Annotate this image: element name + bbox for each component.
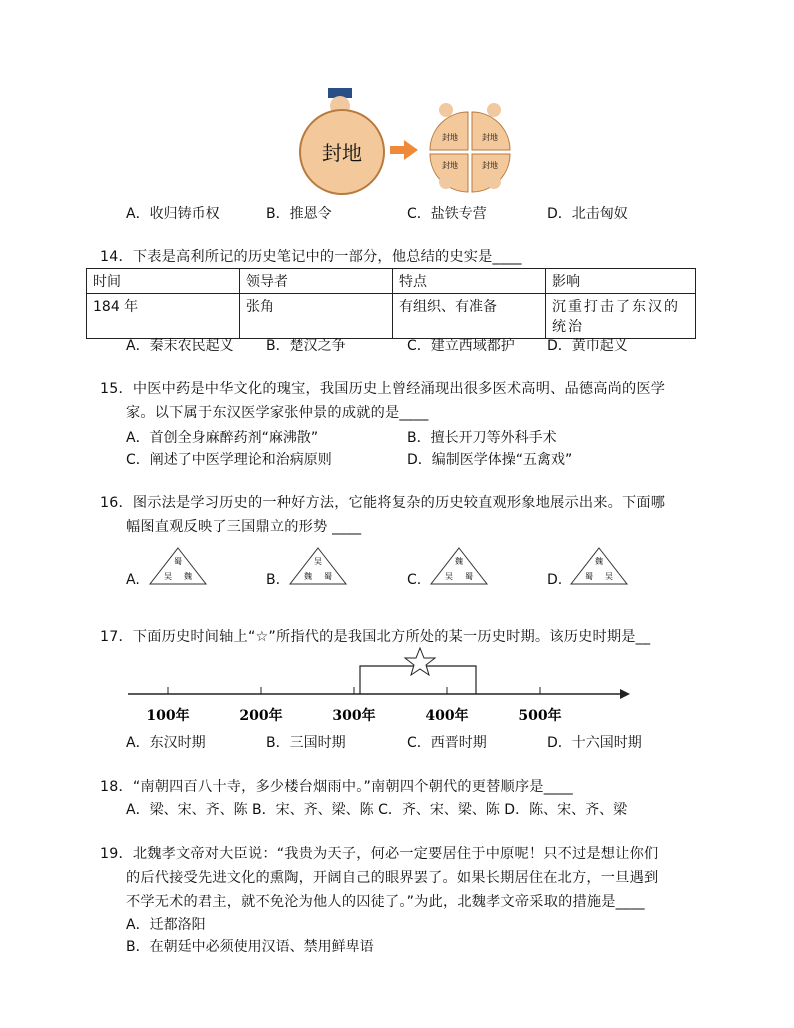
arrow-icon [390,140,418,160]
q17-option-a[interactable]: A．东汉时期 [126,735,206,751]
fief-label-tl: 封地 [442,133,458,142]
fief-label-br: 封地 [482,161,498,170]
q13-option-a[interactable]: A．收归铸币权 [126,206,220,222]
q18-options[interactable]: A．梁、宋、齐、陈 B．宋、齐、梁、陈 C．齐、宋、梁、陈 D．陈、宋、齐、梁 [126,802,628,818]
tri-top-label: 魏 [455,557,463,566]
tri-left-label: 魏 [304,572,312,581]
q19-option-a[interactable]: A．迁都洛阳 [126,917,206,933]
table-header-row [87,269,696,294]
fief-label-bl: 封地 [442,161,458,170]
q15-option-c[interactable]: C．阐述了中医学理论和治病原则 [126,452,332,468]
timeline-label: 400年 [425,708,469,724]
star-icon [405,648,435,675]
tri-right-label: 魏 [184,572,192,581]
timeline-label: 100年 [146,708,190,724]
q17-option-b[interactable]: B．三国时期 [266,735,346,751]
q13-option-d[interactable]: D．北击匈奴 [547,206,628,222]
table-header-cell: 影响 [546,269,696,294]
tri-top-label: 吴 [314,557,322,566]
three-kingdoms-triangle [569,546,629,586]
table-cell: 184 年 [87,294,240,339]
q14-option-d[interactable]: D．黄巾起义 [547,338,628,354]
q13-option-c[interactable]: C．盐铁专营 [407,206,487,222]
table-row [87,294,696,339]
q15-stem-line1: 15．中医中药是中华文化的瑰宝，我国历史上曾经涌现出很多医术高明、品德高尚的医学 [100,381,666,397]
option-letter: C. [407,572,422,588]
three-kingdoms-triangle [148,546,208,586]
tri-top-label: 魏 [595,557,603,566]
q14-option-c[interactable]: C．建立西域都护 [407,338,515,354]
option-letter: D. [547,572,563,588]
q19-stem-line3: 不学无术的君主，就不免沦为他人的囚徒了。”为此，北魏孝文帝采取的措施是____ [126,894,645,910]
option-letter: A. [126,572,140,588]
table-cell: 有组织、有准备 [393,294,546,339]
table-cell: 沉重打击了东汉的统治 [546,294,696,339]
feudal-land-left-label: 封地 [322,141,362,165]
tri-right-label: 吴 [605,572,613,581]
table-header-cell: 领导者 [240,269,393,294]
q13-option-b[interactable]: B．推恩令 [266,206,332,222]
history-timeline [120,646,640,726]
table-header-cell: 时间 [87,269,240,294]
tri-right-label: 蜀 [465,572,473,581]
timeline-arrow-icon [620,689,630,699]
q16-stem-line1: 16．图示法是学习历史的一种好方法，它能将复杂的历史较直观形象地展示出来。下面哪 [100,495,666,511]
tri-left-label: 吴 [164,572,172,581]
tri-right-label: 蜀 [324,572,332,581]
three-kingdoms-triangle [288,546,348,586]
q17-option-d[interactable]: D．十六国时期 [547,735,642,751]
tri-top-label: 蜀 [174,557,182,566]
q15-option-a[interactable]: A．首创全身麻醉药剂“麻沸散” [126,430,319,446]
tri-left-label: 吴 [445,572,453,581]
table-cell: 张角 [240,294,393,339]
tri-left-label: 蜀 [585,572,593,581]
q17-stem: 17．下面历史时间轴上“☆”所指代的是我国北方所处的某一历史时期。该历史时期是__ [100,629,651,645]
q15-stem-line2: 家。以下属于东汉医学家张仲景的成就的是____ [126,405,429,421]
q14-stem: 14．下表是高利所记的历史笔记中的一部分，他总结的史实是____ [100,249,522,265]
q19-stem-line2: 的后代接受先进文化的熏陶，开阔自己的眼界罢了。如果长期居住在北方，一旦遇到 [126,870,659,886]
history-notes-table [86,268,696,339]
option-letter: B. [266,572,281,588]
q15-option-b[interactable]: B．擅长开刀等外科手术 [407,430,557,446]
timeline-label: 200年 [239,708,283,724]
q17-option-c[interactable]: C．西晋时期 [407,735,487,751]
q19-option-b[interactable]: B．在朝廷中必须使用汉语、禁用鲜卑语 [126,939,374,955]
q19-stem-line1: 19．北魏孝文帝对大臣说：“我贵为天子，何必一定要居住于中原呢！只不过是想让你们 [100,846,659,862]
q14-option-b[interactable]: B．楚汉之争 [266,338,346,354]
q16-stem-line2: 幅图直观反映了三国鼎立的形势 ____ [126,519,362,535]
feudal-land-illustration [298,80,524,198]
timeline-label: 300年 [332,708,376,724]
q15-option-d[interactable]: D．编制医学体操“五禽戏” [407,452,573,468]
q18-stem: 18．“南朝四百八十寺，多少楼台烟雨中。”南朝四个朝代的更替顺序是____ [100,779,573,795]
three-kingdoms-triangle [429,546,489,586]
fief-label-tr: 封地 [482,133,498,142]
q14-option-a[interactable]: A．秦末农民起义 [126,338,234,354]
table-header-cell: 特点 [393,269,546,294]
timeline-label: 500年 [518,708,562,724]
